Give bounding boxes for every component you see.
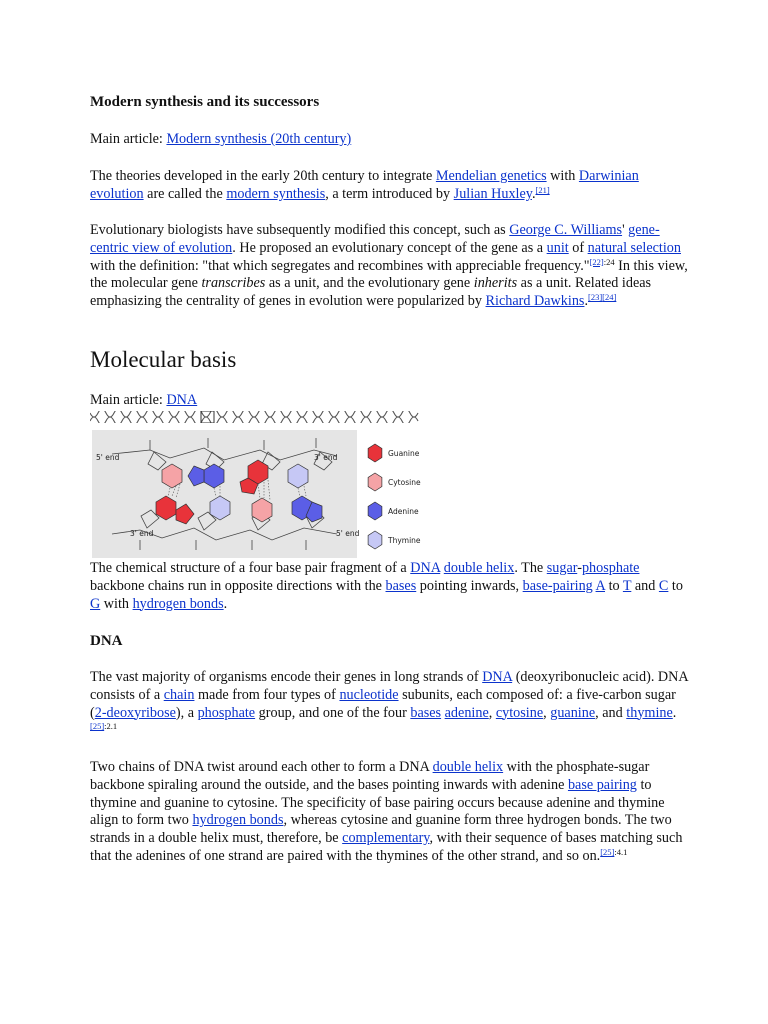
link-george-c-williams[interactable]: George C. Williams xyxy=(509,222,623,238)
label-5-end-bottom: 5' end xyxy=(336,529,360,538)
legend-label-thymine: Thymine xyxy=(388,536,421,545)
link-adenine-a[interactable]: A xyxy=(595,577,606,594)
text: , a term introduced by xyxy=(325,185,454,202)
text: , whereas cytosine and guanine form three hydrogen bonds. The two strands in a double helix must, therefore, be xyxy=(90,812,672,847)
link-julian-huxley[interactable]: Julian Huxley xyxy=(453,185,532,202)
text: Evolutionary biologists have subsequently modified this concept, such as xyxy=(90,222,510,238)
link-double-helix[interactable]: double helix xyxy=(432,759,504,775)
link-richard-dawkins[interactable]: Richard Dawkins xyxy=(485,293,585,310)
reference-page: :4.1 xyxy=(614,846,628,857)
reference-25[interactable]: [25] xyxy=(600,846,615,857)
reference-25[interactable]: [25] xyxy=(90,721,105,732)
text: . xyxy=(584,293,588,310)
link-unit[interactable]: unit xyxy=(546,239,569,256)
link-thymine-t[interactable]: T xyxy=(622,577,632,594)
text: group, and one of the four xyxy=(255,704,411,721)
link-base-pairing[interactable]: base pairing xyxy=(567,776,637,793)
paragraph-double-helix xyxy=(90,759,690,866)
text: . xyxy=(672,704,677,721)
text: as a unit, and the evolutionary gene xyxy=(265,275,474,292)
text: In this view, the molecular gene xyxy=(90,257,688,292)
link-phosphate[interactable]: phosphate xyxy=(581,560,640,576)
emphasis-transcribes: transcribes xyxy=(201,275,266,292)
reference-24[interactable]: [24] xyxy=(602,292,617,303)
label-3-end-bottom: 3' end xyxy=(130,529,154,538)
link-chain[interactable]: chain xyxy=(163,686,195,703)
link-modern-synthesis[interactable]: modern synthesis xyxy=(226,185,326,202)
text: to xyxy=(668,577,683,594)
text: , with their sequence of bases matching such that the adenines of one strand are paired with the thymines of the other strand, and so on. xyxy=(90,830,683,864)
main-article-note-dna xyxy=(90,392,690,410)
reference-22[interactable]: [22] xyxy=(589,256,604,267)
text: to xyxy=(605,577,623,594)
paragraph-gene-centric xyxy=(90,222,690,311)
link-2-deoxyribose[interactable]: 2-deoxyribose xyxy=(94,704,176,721)
main-article-label: Main article: xyxy=(90,392,167,408)
link-base-pairing[interactable]: base-pairing xyxy=(522,577,593,594)
text: The vast majority of organisms encode their genes in long strands of xyxy=(90,669,483,685)
link-guanine-g[interactable]: G xyxy=(90,595,101,612)
link-bases[interactable]: bases xyxy=(385,577,417,594)
legend-swatch-thymine xyxy=(368,531,382,549)
link-cytosine-c[interactable]: C xyxy=(658,577,669,594)
text: with xyxy=(546,168,579,184)
figure-caption xyxy=(90,560,690,613)
text: with the phosphate-sugar backbone spiraling around the outside, and the bases pointing inwards with adenine xyxy=(90,759,650,793)
text: to thymine and guanine to cytosine. The specificity of base pairing occurs because adenine and thymine align to form two xyxy=(90,776,665,829)
text: . The xyxy=(514,560,547,576)
link-sugar[interactable]: sugar xyxy=(546,560,578,576)
link-double-helix[interactable]: double helix xyxy=(443,560,515,576)
link-modern-synthesis-20th-century[interactable]: Modern synthesis (20th century) xyxy=(166,131,352,147)
link-nucleotide[interactable]: nucleotide xyxy=(339,686,399,703)
link-bases[interactable]: bases xyxy=(410,704,442,721)
text: as a unit. Related ideas emphasizing the centrality of genes in evolution were popularized by xyxy=(90,275,652,310)
label-3-end-top: 3' end xyxy=(314,453,338,462)
link-dna-main-article[interactable]: DNA xyxy=(166,392,198,408)
emphasis-inherits: inherits xyxy=(473,275,518,292)
text: , and xyxy=(595,704,627,721)
diagram-backbone-area xyxy=(92,430,357,558)
reference-page: :2.1 xyxy=(104,721,118,732)
text: backbone chains run in opposite directions with the xyxy=(90,577,386,594)
diagram-legend xyxy=(368,444,421,549)
section-heading-molecular-basis: Molecular basis xyxy=(90,347,237,372)
link-hydrogen-bonds[interactable]: hydrogen bonds xyxy=(192,812,284,829)
main-article-note xyxy=(90,131,690,149)
paragraph-modern-synthesis xyxy=(90,168,690,204)
text: . xyxy=(531,185,536,202)
text: - xyxy=(577,560,582,576)
legend-label-guanine: Guanine xyxy=(388,449,420,458)
text: ), a xyxy=(175,704,198,721)
legend-label-cytosine: Cytosine xyxy=(388,478,421,487)
link-darwinian-evolution[interactable]: Darwinian evolution xyxy=(90,168,639,202)
dna-helix-strip xyxy=(90,411,420,423)
legend-label-adenine: Adenine xyxy=(388,507,419,516)
text: are called the xyxy=(143,185,227,202)
label-5-end-top: 5' end xyxy=(96,453,120,462)
link-complementary[interactable]: complementary xyxy=(342,830,430,847)
text: , xyxy=(488,704,496,721)
dna-structure-diagram xyxy=(92,430,422,558)
text: with the definition: "that which segregates and recombines with appreciable frequency." xyxy=(90,257,590,274)
text: ' xyxy=(622,222,629,238)
text: of xyxy=(568,239,588,256)
link-gene-centric-view[interactable]: gene-centric view of evolution xyxy=(90,222,660,256)
text: (deoxyribonucleic acid). DNA consists of a xyxy=(90,669,688,703)
section-heading-dna: DNA xyxy=(90,633,123,649)
link-dna[interactable]: DNA xyxy=(410,560,441,576)
main-article-label: Main article: xyxy=(90,131,167,147)
legend-swatch-adenine xyxy=(368,502,382,520)
link-natural-selection[interactable]: natural selection xyxy=(587,239,681,256)
text: Two chains of DNA twist around each other to form a DNA xyxy=(90,759,433,775)
link-cytosine[interactable]: cytosine xyxy=(495,704,544,721)
text: with xyxy=(100,595,133,612)
link-hydrogen-bonds[interactable]: hydrogen bonds xyxy=(132,595,224,612)
link-dna[interactable]: DNA xyxy=(482,669,513,685)
link-mendelian-genetics[interactable]: Mendelian genetics xyxy=(435,168,547,184)
link-phosphate[interactable]: phosphate xyxy=(197,704,256,721)
link-adenine[interactable]: adenine xyxy=(444,704,489,721)
legend-swatch-cytosine xyxy=(368,473,382,491)
text: The theories developed in the early 20th century to integrate xyxy=(90,168,436,184)
section-heading-modern-synthesis: Modern synthesis and its successors xyxy=(90,94,320,110)
link-thymine[interactable]: thymine xyxy=(626,704,673,721)
text: . He proposed an evolutionary concept of the gene as a xyxy=(232,239,547,256)
text: subunits, each composed of: a five-carbon sugar ( xyxy=(90,686,676,721)
text: The chemical structure of a four base pair fragment of a xyxy=(90,560,411,576)
text: , xyxy=(543,704,551,721)
reference-page: :24 xyxy=(603,256,615,267)
text: . xyxy=(223,595,228,612)
text: made from four types of xyxy=(194,686,340,703)
text: and xyxy=(631,577,659,594)
legend-swatch-guanine xyxy=(368,444,382,462)
paragraph-dna-composition xyxy=(90,669,690,740)
text: pointing inwards, xyxy=(416,577,523,594)
reference-23[interactable]: [23] xyxy=(588,292,603,303)
link-guanine[interactable]: guanine xyxy=(550,704,596,721)
reference-21[interactable]: [21] xyxy=(535,184,550,195)
